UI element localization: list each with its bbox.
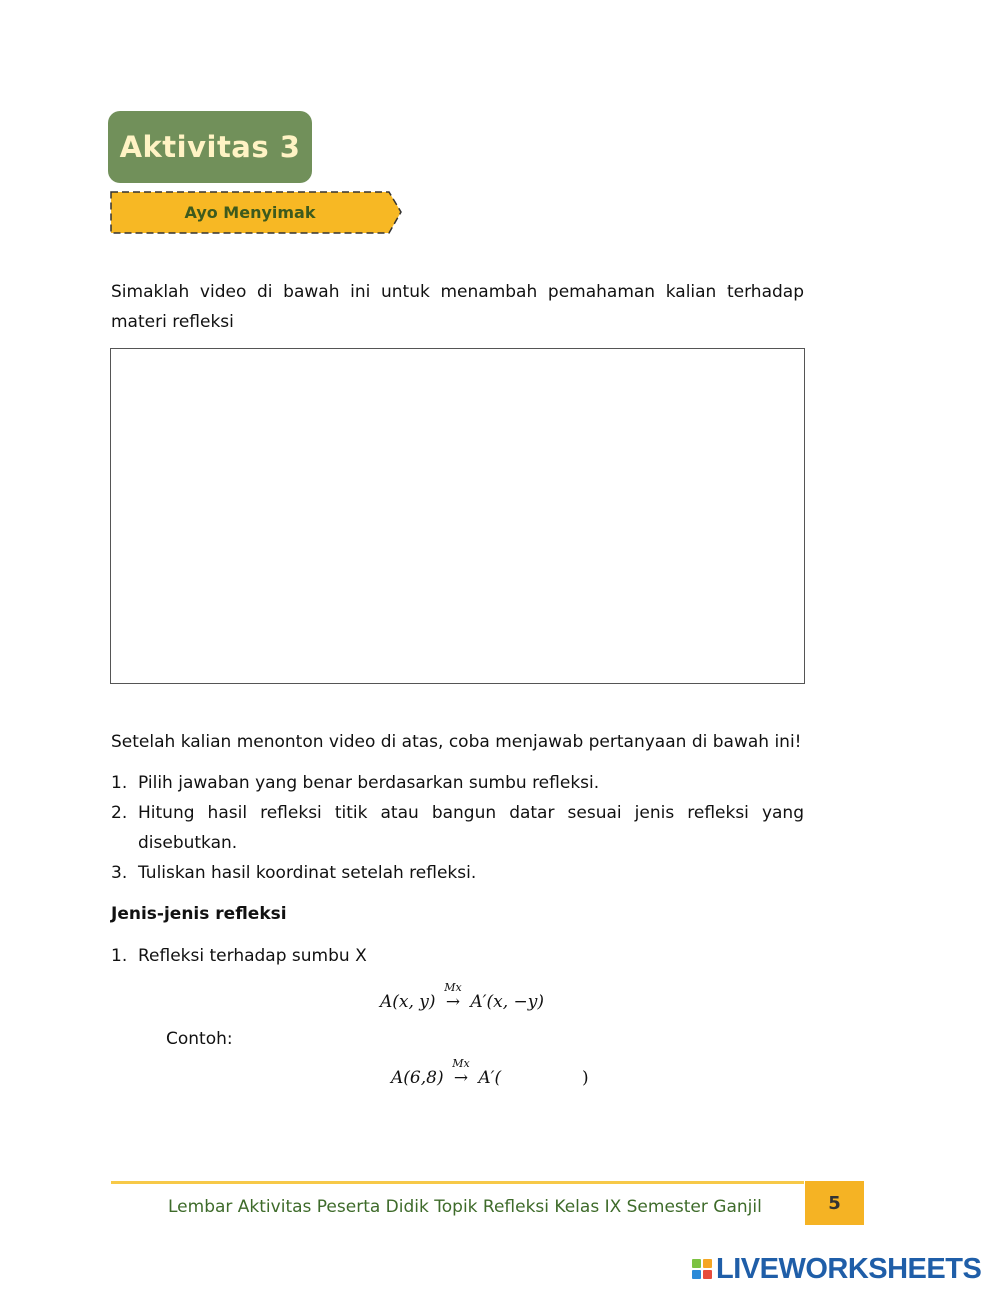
liveworksheets-logo	[692, 1254, 981, 1284]
list-text: Tuliskan hasil koordinat setelah refleksi.	[138, 863, 477, 883]
footer-divider	[111, 1181, 804, 1184]
question-list	[111, 768, 804, 888]
activity-badge	[108, 111, 312, 183]
list-text: Hitung hasil refleksi titik atau bangun datar sesuai jenis refleksi yang disebutkan.	[138, 803, 804, 853]
reflection-type-label: Refleksi terhadap sumbu X	[138, 946, 367, 966]
intro-paragraph: Simaklah video di bawah ini untuk menambah pemahaman kalian terhadap materi refleksi	[111, 282, 804, 332]
reflection-type-item	[111, 941, 367, 971]
reflection-formula	[380, 981, 545, 1012]
page-number: 5	[828, 1192, 841, 1214]
list-text: Pilih jawaban yang benar berdasarkan sumbu refleksi.	[138, 773, 600, 793]
footer-text: Lembar Aktivitas Peserta Didik Topik Refleksi Kelas IX Semester Ganjil	[168, 1197, 762, 1217]
list-item	[111, 768, 804, 798]
mapping-arrow: Mx →	[449, 1068, 473, 1088]
list-number: 1.	[111, 773, 128, 793]
video-embed-frame[interactable]	[110, 348, 805, 684]
logo-icon	[692, 1259, 712, 1279]
section-heading: Jenis-jenis refleksi	[111, 904, 287, 924]
formula-left: A(x, y)	[380, 992, 436, 1012]
example-left: A(6,8)	[391, 1068, 444, 1088]
list-item	[111, 798, 804, 858]
example-label: Contoh:	[166, 1029, 233, 1049]
list-item	[111, 858, 804, 888]
mapping-arrow: Mx →	[441, 992, 465, 1012]
list-number: 2.	[111, 803, 128, 823]
example-formula	[391, 1057, 589, 1088]
arrow-label: Mx	[452, 1057, 470, 1070]
page-number-box	[805, 1181, 864, 1225]
formula-right: A′(x, −y)	[470, 992, 545, 1012]
list-number: 1.	[111, 946, 128, 966]
list-number: 3.	[111, 863, 128, 883]
example-right-close: )	[581, 1068, 589, 1088]
activity-subtitle: Ayo Menyimak	[184, 203, 316, 222]
example-right-open: A′(	[478, 1068, 502, 1088]
logo-text: LIVEWORKSHEETS	[716, 1252, 982, 1285]
arrow-label: Mx	[444, 981, 462, 994]
instruction-text: Setelah kalian menonton video di atas, coba menjawab pertanyaan di bawah ini!	[111, 732, 802, 752]
activity-title: Aktivitas 3	[119, 130, 301, 164]
